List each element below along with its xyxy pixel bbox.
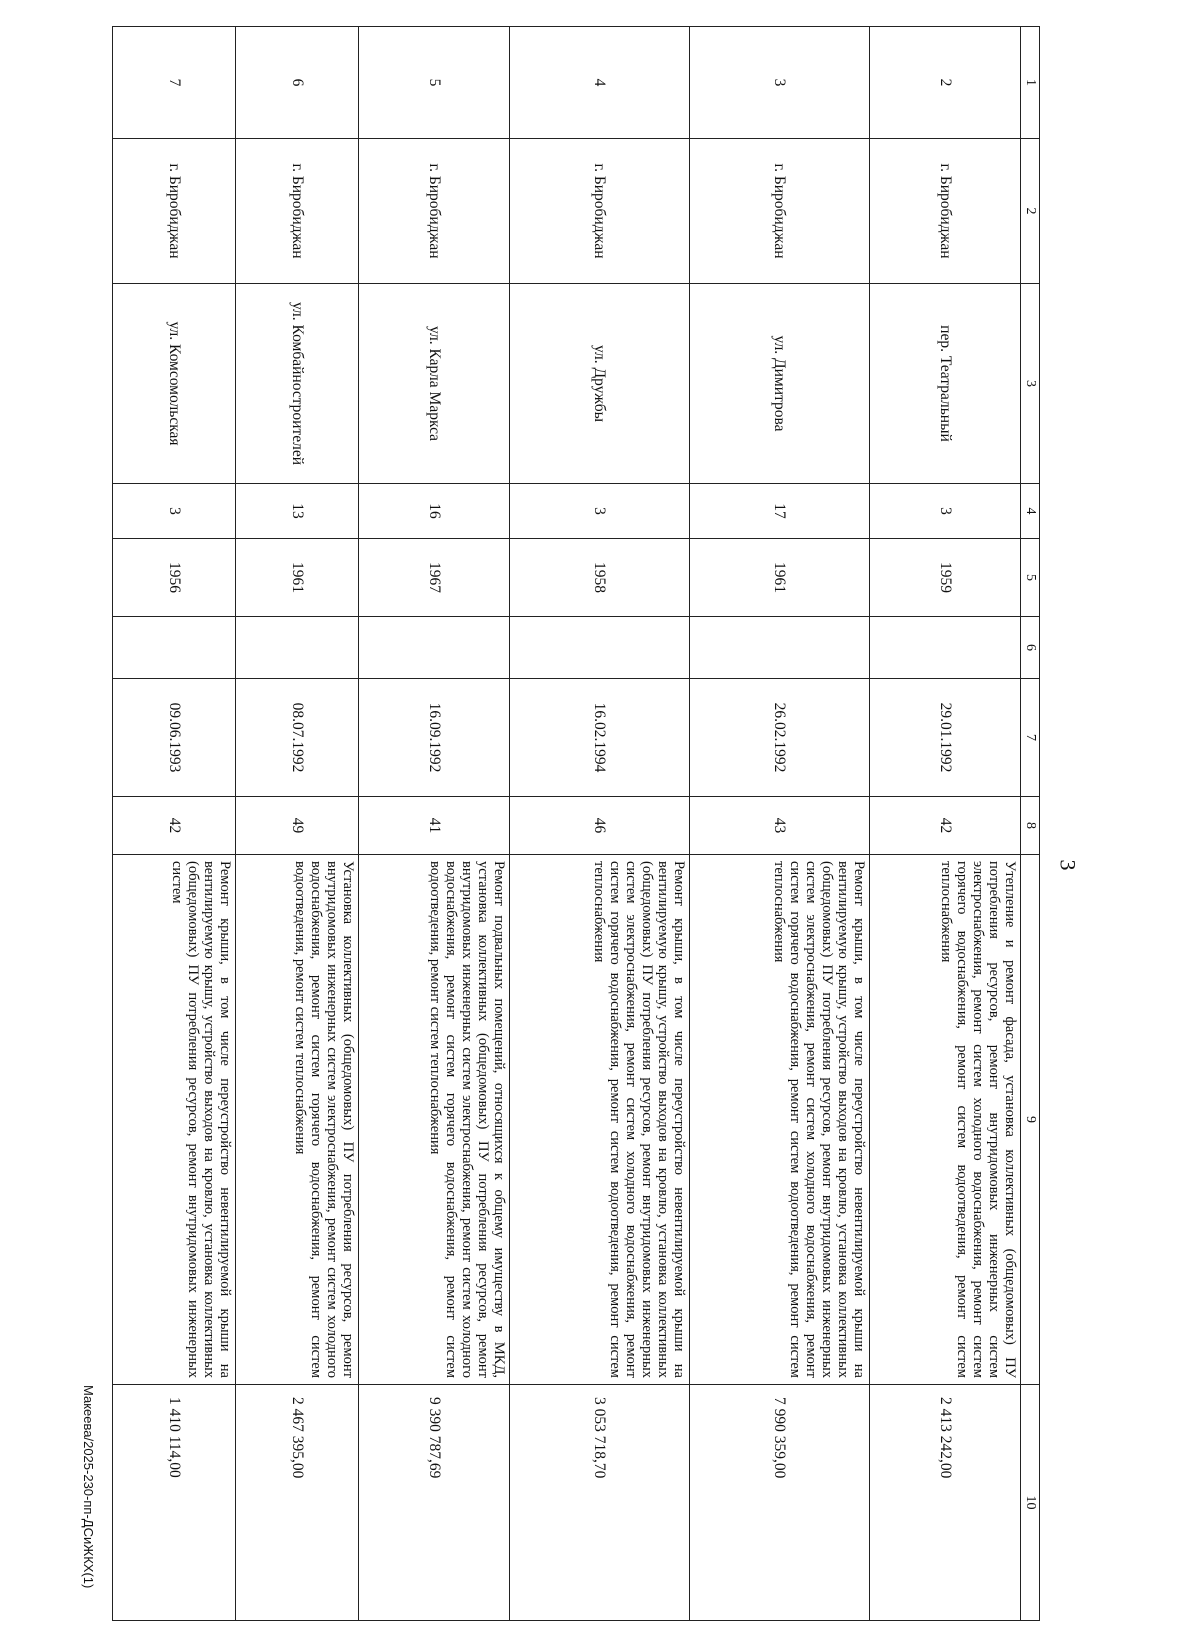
street-cell: пер. Театральный [869, 284, 1020, 484]
works-cell: Ремонт крыши, в том числе переустройство невентилируемой крыши на вентилируемую крышу, устройство выходов на кровлю, установка коллективных (общедомовых) ПУ потребления ресурсов, ремонт внутридомовых инженерных систем электроснабжения, ремонт систем холодного водоснабжения, ремонт систем горячего водоснабжения, ремонт систем водоотведения, ремонт систем теплоснабжения [689, 855, 869, 1385]
row-number: 4 [510, 27, 690, 139]
cost-cell: 2 413 242,00 [869, 1385, 1020, 1621]
house-cell: 13 [235, 484, 358, 539]
street-cell: ул. Карла Маркса [358, 284, 509, 484]
city-cell: г. Биробиджан [358, 139, 509, 284]
city-cell: г. Биробиджан [235, 139, 358, 284]
header-row [1021, 27, 1040, 1621]
header-cell: 8 [1021, 797, 1040, 855]
works-cell: Ремонт крыши, в том числе переустройство невентилируемой крыши на вентилируемую крышу, устройство выходов на кровлю, установка коллективных (общедомовых) ПУ потребления ресурсов, ремонт внутридомовых инженерных систем [113, 855, 236, 1385]
works-cell: Ремонт подвальных помещений, относящихся к общему имуществу в МКД, установка коллективных (общедомовых) ПУ потребления ресурсов, ремонт внутридомовых инженерных систем электроснабжения, ремонт систем холодного водоснабжения, ремонт систем горячего водоснабжения, ремонт систем водоотведения, ремонт систем теплоснабжения [358, 855, 509, 1385]
cost-cell: 1 410 114,00 [113, 1385, 236, 1621]
house-cell: 3 [869, 484, 1020, 539]
count-cell: 49 [235, 797, 358, 855]
col6-cell [235, 617, 358, 679]
count-cell: 42 [113, 797, 236, 855]
table-row [235, 27, 358, 1621]
date-cell: 16.09.1992 [358, 679, 509, 797]
year-cell: 1961 [689, 539, 869, 617]
date-cell: 29.01.1992 [869, 679, 1020, 797]
document-footer-code: Макеева/2025-230-пп-ДСиЖКХ(1) [81, 1385, 96, 1589]
city-cell: г. Биробиджан [113, 139, 236, 284]
street-cell: ул. Дружбы [510, 284, 690, 484]
cost-cell: 9 390 787,69 [358, 1385, 509, 1621]
count-cell: 46 [510, 797, 690, 855]
col6-cell [689, 617, 869, 679]
capital-repair-table [112, 26, 1040, 1621]
header-cell: 6 [1021, 617, 1040, 679]
col6-cell [510, 617, 690, 679]
col6-cell [358, 617, 509, 679]
table-row [358, 27, 509, 1621]
city-cell: г. Биробиджан [510, 139, 690, 284]
house-cell: 3 [113, 484, 236, 539]
city-cell: г. Биробиджан [689, 139, 869, 284]
header-cell: 1 [1021, 27, 1040, 139]
date-cell: 09.06.1993 [113, 679, 236, 797]
works-cell: Утепление и ремонт фасада, установка коллективных (общедомовых) ПУ потребления ресурсов, ремонт внутридомовых инженерных систем электроснабжения, ремонт систем холодного водоснабжения, ремонт систем горячего водоснабжения, ремонт систем водоотведения, ремонт систем теплоснабжения [869, 855, 1020, 1385]
header-cell: 7 [1021, 679, 1040, 797]
header-cell: 3 [1021, 284, 1040, 484]
header-cell: 10 [1021, 1385, 1040, 1621]
row-number: 6 [235, 27, 358, 139]
count-cell: 41 [358, 797, 509, 855]
cost-cell: 2 467 395,00 [235, 1385, 358, 1621]
page-number: 3 [1055, 859, 1081, 871]
date-cell: 08.07.1992 [235, 679, 358, 797]
row-number: 3 [689, 27, 869, 139]
street-cell: ул. Комсомольская [113, 284, 236, 484]
col6-cell [113, 617, 236, 679]
table-row [113, 27, 236, 1621]
year-cell: 1958 [510, 539, 690, 617]
count-cell: 43 [689, 797, 869, 855]
cost-cell: 3 053 718,70 [510, 1385, 690, 1621]
year-cell: 1959 [869, 539, 1020, 617]
header-cell: 9 [1021, 855, 1040, 1385]
header-cell: 4 [1021, 484, 1040, 539]
table-row [510, 27, 690, 1621]
row-number: 5 [358, 27, 509, 139]
street-cell: ул. Комбайностроителей [235, 284, 358, 484]
col6-cell [869, 617, 1020, 679]
street-cell: ул. Димитрова [689, 284, 869, 484]
works-cell: Установка коллективных (общедомовых) ПУ потребления ресурсов, ремонт внутридомовых инженерных систем электроснабжения, ремонт систем холодного водоснабжения, ремонт систем горячего водоснабжения, ремонт систем водоотведения, ремонт систем теплоснабжения [235, 855, 358, 1385]
date-cell: 16.02.1994 [510, 679, 690, 797]
date-cell: 26.02.1992 [689, 679, 869, 797]
house-cell: 17 [689, 484, 869, 539]
header-cell: 5 [1021, 539, 1040, 617]
table-row [689, 27, 869, 1621]
city-cell: г. Биробиджан [869, 139, 1020, 284]
row-number: 7 [113, 27, 236, 139]
header-cell: 2 [1021, 139, 1040, 284]
row-number: 2 [869, 27, 1020, 139]
house-cell: 3 [510, 484, 690, 539]
cost-cell: 7 990 359,00 [689, 1385, 869, 1621]
rotated-table-wrapper [112, 26, 1040, 1620]
house-cell: 16 [358, 484, 509, 539]
year-cell: 1967 [358, 539, 509, 617]
year-cell: 1956 [113, 539, 236, 617]
table-row [869, 27, 1020, 1621]
works-cell: Ремонт крыши, в том числе переустройство невентилируемой крыши на вентилируемую крышу, устройство выходов на кровлю, установка коллективных (общедомовых) ПУ потребления ресурсов, ремонт внутридомовых инженерных систем электроснабжения, ремонт систем холодного водоснабжения, ремонт систем горячего водоснабжения, ремонт систем водоотведения, ремонт систем теплоснабжения [510, 855, 690, 1385]
count-cell: 42 [869, 797, 1020, 855]
year-cell: 1961 [235, 539, 358, 617]
